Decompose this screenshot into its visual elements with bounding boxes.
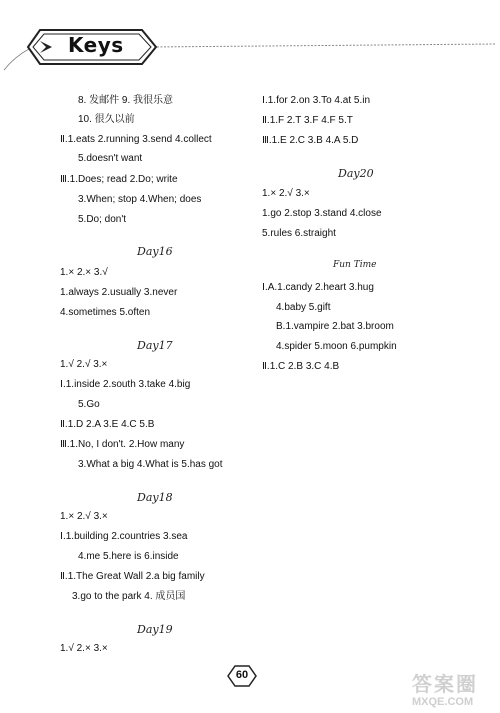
- answer-line: Ⅱ.1.eats 2.running 3.send 4.collect: [60, 134, 212, 145]
- answer-line: 1.always 2.usually 3.never: [60, 287, 178, 298]
- answer-line: 3.When; stop 4.When; does: [78, 194, 202, 205]
- answer-line: Ⅱ.1.D 2.A 3.E 4.C 5.B: [60, 419, 155, 430]
- day-heading: Day20: [338, 167, 374, 180]
- answer-line: 5.Do; don't: [78, 214, 127, 225]
- answer-line: 1.× 2.√ 3.×: [60, 511, 108, 522]
- answer-line: 10. 很久以前: [78, 114, 135, 125]
- answer-line: 5.doesn't want: [78, 153, 143, 164]
- section-heading: Fun Time: [333, 260, 377, 270]
- answer-line: 4.sometimes 5.often: [60, 307, 151, 318]
- answer-line: Ⅲ.1.No, I don't. 2.How many: [60, 439, 185, 450]
- answer-line: 1.√ 2.× 3.×: [60, 643, 108, 654]
- page-header: [0, 0, 500, 80]
- page-number-badge: [227, 665, 257, 687]
- answer-line: Ⅲ.1.Does; read 2.Do; write: [60, 174, 178, 185]
- answer-line: Ⅰ.1.for 2.on 3.To 4.at 5.in: [262, 95, 371, 106]
- answer-line: 3.go to the park 4. 成员国: [72, 591, 186, 602]
- page-number: 60: [235, 669, 249, 681]
- answer-line: Ⅱ.1.The Great Wall 2.a big family: [60, 571, 205, 582]
- day-heading: Day16: [137, 245, 173, 258]
- answer-line: 3.What a big 4.What is 5.has got: [78, 459, 223, 470]
- answer-line: B.1.vampire 2.bat 3.broom: [276, 321, 394, 332]
- answer-line: 1.go 2.stop 3.stand 4.close: [262, 208, 382, 219]
- watermark-text: 答案圈: [412, 674, 478, 696]
- answer-line: 4.spider 5.moon 6.pumpkin: [276, 341, 397, 352]
- watermark-logo: [412, 668, 498, 710]
- answer-line: Ⅰ.1.building 2.countries 3.sea: [60, 531, 188, 542]
- answer-line: 8. 发邮件 9. 我很乐意: [78, 95, 174, 106]
- watermark-url: MXQE.COM: [412, 696, 474, 708]
- answer-line: 5.Go: [78, 399, 100, 410]
- answer-line: 4.baby 5.gift: [276, 302, 331, 313]
- answer-line: 1.√ 2.√ 3.×: [60, 359, 108, 370]
- answer-line: 1.× 2.× 3.√: [60, 267, 108, 278]
- answer-line: Ⅲ.1.E 2.C 3.B 4.A 5.D: [262, 135, 359, 146]
- answer-line: Ⅰ.A.1.candy 2.heart 3.hug: [262, 282, 374, 293]
- day-heading: Day17: [137, 339, 173, 352]
- answer-line: Ⅰ.1.inside 2.south 3.take 4.big: [60, 379, 191, 390]
- answer-line: 5.rules 6.straight: [262, 228, 336, 239]
- answer-line: Ⅱ.1.C 2.B 3.C 4.B: [262, 361, 340, 372]
- day-heading: Day18: [137, 491, 173, 504]
- answer-line: 4.me 5.here is 6.inside: [78, 551, 179, 562]
- answer-line: 1.× 2.√ 3.×: [262, 188, 310, 199]
- answer-line: Ⅱ.1.F 2.T 3.F 4.F 5.T: [262, 115, 353, 126]
- header-title: Keys: [68, 33, 124, 57]
- day-heading: Day19: [137, 623, 173, 636]
